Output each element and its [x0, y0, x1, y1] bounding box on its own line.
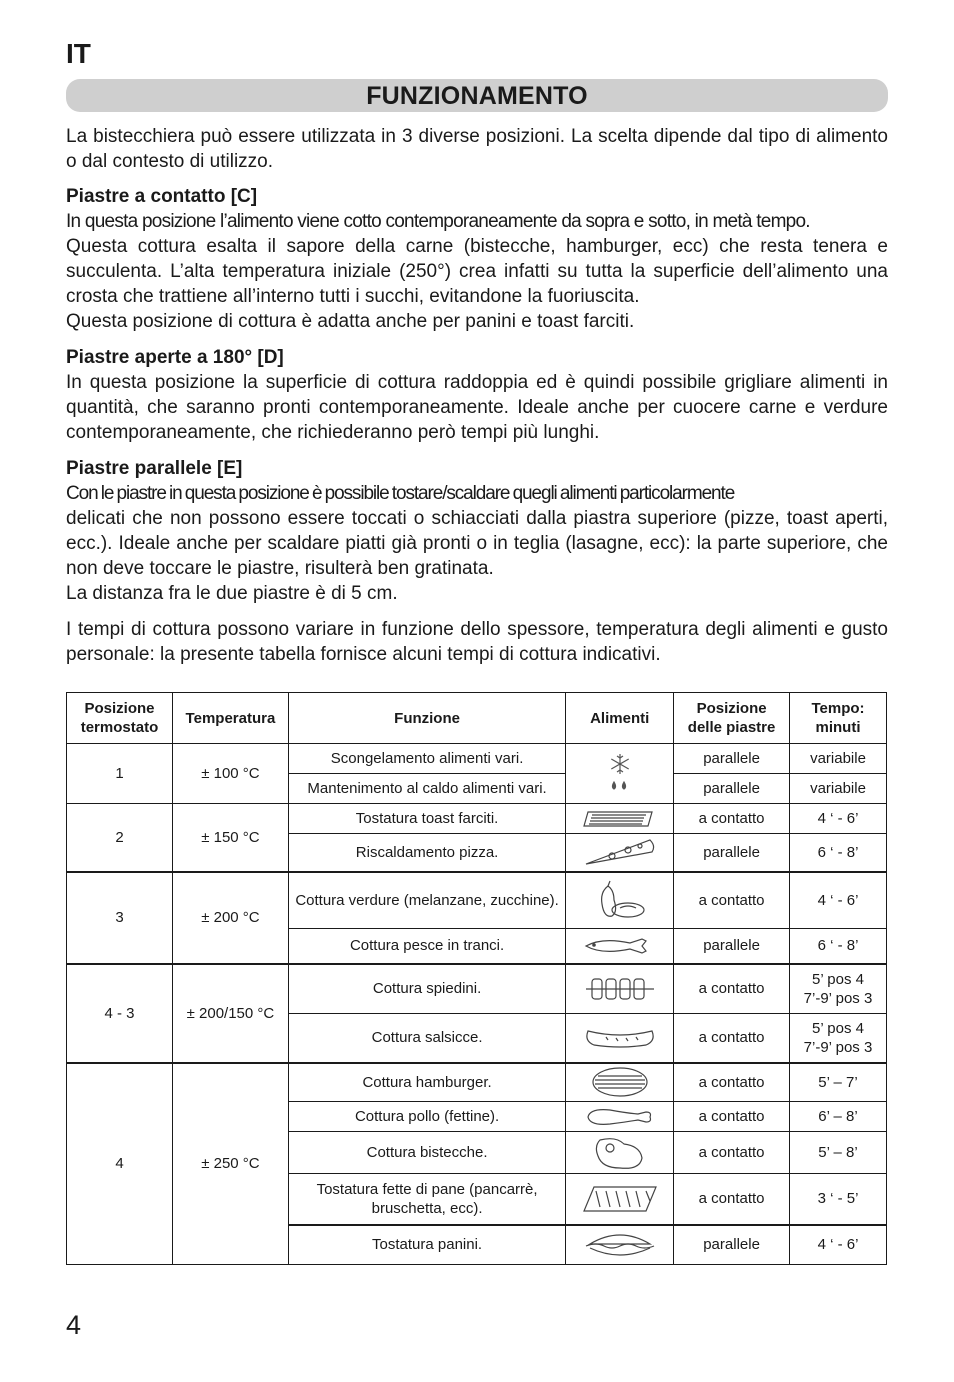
time-cell: 4 ‘ - 6’	[790, 872, 887, 929]
section-heading: Piastre parallele [E]	[66, 458, 243, 479]
pizza-icon	[566, 834, 674, 872]
function-cell: Mantenimento al caldo alimenti vari.	[288, 774, 565, 804]
temperature-cell: ± 250 °C	[172, 1063, 288, 1265]
plates-position-cell: a contatto	[674, 1132, 790, 1174]
section-first-line: In questa posizione l’alimento viene cotto contemporaneamente da sopra e sotto, in metà tempo.	[66, 211, 810, 232]
function-cell: Riscaldamento pizza.	[288, 834, 565, 872]
table-intro: I tempi di cottura possono variare in funzione dello spessore, temperatura degli alimenti e gusto personale: la presente tabella fornisce alcuni tempi di cottura indicativi.	[66, 619, 888, 665]
time-line: 5’ pos 4	[812, 1019, 864, 1037]
time-line: 5’ pos 4	[812, 970, 864, 988]
time-line: 7’-9’ pos 3	[803, 1038, 873, 1056]
time-cell: 6 ‘ - 8’	[790, 834, 887, 872]
plates-position-cell: a contatto	[674, 872, 790, 929]
panini-icon	[566, 1225, 674, 1265]
time-cell: 5’ – 8’	[790, 1132, 887, 1174]
plates-position-cell: a contatto	[674, 1063, 790, 1102]
function-cell: Cottura spiedini.	[288, 964, 565, 1014]
col-header: Posizione termostato	[67, 693, 173, 744]
steak-icon	[566, 1132, 674, 1174]
function-cell: Cottura bistecche.	[288, 1132, 565, 1174]
thermostat-cell: 4 - 3	[67, 964, 173, 1063]
time-cell: 3 ‘ - 5’	[790, 1174, 887, 1225]
plates-position-cell: a contatto	[674, 964, 790, 1014]
cooking-times-table	[66, 692, 887, 1265]
col-header: Alimenti	[566, 693, 674, 744]
table-row	[67, 744, 887, 774]
table-row	[67, 964, 887, 1014]
time-cell	[790, 1014, 887, 1063]
col-header: Tempo: minuti	[790, 693, 887, 744]
sausage-icon	[566, 1014, 674, 1063]
thermostat-cell: 2	[67, 804, 173, 872]
function-cell: Tostatura toast farciti.	[288, 804, 565, 834]
col-header: Posizione delle piastre	[674, 693, 790, 744]
thermostat-cell: 1	[67, 744, 173, 804]
col-header: Temperatura	[172, 693, 288, 744]
page-number: 4	[66, 1310, 82, 1340]
section-body: Questa cottura esalta il sapore della carne (bistecche, hamburger, ecc) che resta tenera e succulenta. L’alta temperatura iniziale (250°) crea infatti su tutta la superficie dell’alimento una crosta che trattiene all’interno tutti i succhi, evitandone la fuoriuscita.	[66, 236, 888, 307]
snowflake-drops-icon	[566, 744, 674, 804]
temperature-cell: ± 200/150 °C	[172, 964, 288, 1063]
function-cell: Tostatura panini.	[288, 1225, 565, 1265]
section-body: delicati che non possono essere toccati o schiacciati dalla piastra superiore (pizze, toast aperti, ecc.). Ideale anche per scaldare piatti già pronti o in teglia (lasagne, ecc): la parte superiore, che non deve toccare le piastre, risulterà ben gratinata.	[66, 508, 888, 579]
fish-icon	[566, 929, 674, 964]
col-header: Funzione	[288, 693, 565, 744]
section-note: La distanza fra le due piastre è di 5 cm.	[66, 583, 398, 604]
plates-position-cell: parallele	[674, 1225, 790, 1265]
plates-position-cell: a contatto	[674, 1174, 790, 1225]
function-cell: Scongelamento alimenti vari.	[288, 744, 565, 774]
toast-icon	[566, 804, 674, 834]
section-contact-plates	[66, 184, 888, 334]
temperature-cell: ± 150 °C	[172, 804, 288, 872]
section-banner	[66, 79, 888, 112]
temperature-cell: ± 100 °C	[172, 744, 288, 804]
plates-position-cell: a contatto	[674, 1014, 790, 1063]
temperature-cell: ± 200 °C	[172, 872, 288, 964]
function-cell: Cottura pesce in tranci.	[288, 929, 565, 964]
time-cell: 4 ‘ - 6’	[790, 1225, 887, 1265]
function-cell: Cottura pollo (fettine).	[288, 1102, 565, 1132]
time-cell: 4 ‘ - 6’	[790, 804, 887, 834]
section-heading: Piastre aperte a 180° [D]	[66, 347, 284, 368]
function-cell: Cottura verdure (melanzane, zucchine).	[288, 872, 565, 929]
section-first-line: Con le piastre in questa posizione è possibile tostare/scaldare quegli alimenti particolarmente	[66, 483, 735, 504]
language-code: IT	[66, 38, 91, 69]
section-body: In questa posizione la superficie di cottura raddoppia ed è quindi possibile grigliare alimenti in quantità, che saranno pronti contemporaneamente. Ideale anche per cuocere carne e verdure contemporaneamente, che richiederanno però tempi più lunghi.	[66, 372, 888, 443]
plates-position-cell: parallele	[674, 834, 790, 872]
section-note: Questa posizione di cottura è adatta anche per panini e toast farciti.	[66, 311, 635, 332]
table-header-row	[67, 693, 887, 744]
table-row	[67, 872, 887, 929]
table-row	[67, 804, 887, 834]
section-parallel-plates	[66, 456, 888, 606]
function-cell: Tostatura fette di pane (pancarrè, bruschetta, ecc).	[288, 1174, 565, 1225]
time-cell: variabile	[790, 774, 887, 804]
skewers-icon	[566, 964, 674, 1014]
thermostat-cell: 3	[67, 872, 173, 964]
thermostat-cell: 4	[67, 1063, 173, 1265]
time-line: 7’-9’ pos 3	[803, 989, 873, 1007]
plates-position-cell: a contatto	[674, 804, 790, 834]
section-heading: Piastre a contatto [C]	[66, 186, 258, 207]
plates-position-cell: parallele	[674, 744, 790, 774]
time-cell: 6’ – 8’	[790, 1102, 887, 1132]
time-cell: 5’ – 7’	[790, 1063, 887, 1102]
time-cell	[790, 964, 887, 1014]
function-cell: Cottura hamburger.	[288, 1063, 565, 1102]
plates-position-cell: a contatto	[674, 1102, 790, 1132]
function-cell: Cottura salsicce.	[288, 1014, 565, 1063]
hamburger-icon	[566, 1063, 674, 1102]
table-row	[67, 1063, 887, 1102]
intro-paragraph: La bistecchiera può essere utilizzata in 3 diverse posizioni. La scelta dipende dal tipo di alimento o dal contesto di utilizzo.	[66, 126, 888, 172]
body-text	[66, 124, 888, 667]
bread-slices-icon	[566, 1174, 674, 1225]
page-title: FUNZIONAMENTO	[366, 82, 588, 110]
vegetables-icon	[566, 872, 674, 929]
plates-position-cell: parallele	[674, 929, 790, 964]
section-open-plates	[66, 345, 888, 445]
plates-position-cell: parallele	[674, 774, 790, 804]
time-cell: 6 ‘ - 8’	[790, 929, 887, 964]
time-cell: variabile	[790, 744, 887, 774]
chicken-leg-icon	[566, 1102, 674, 1132]
